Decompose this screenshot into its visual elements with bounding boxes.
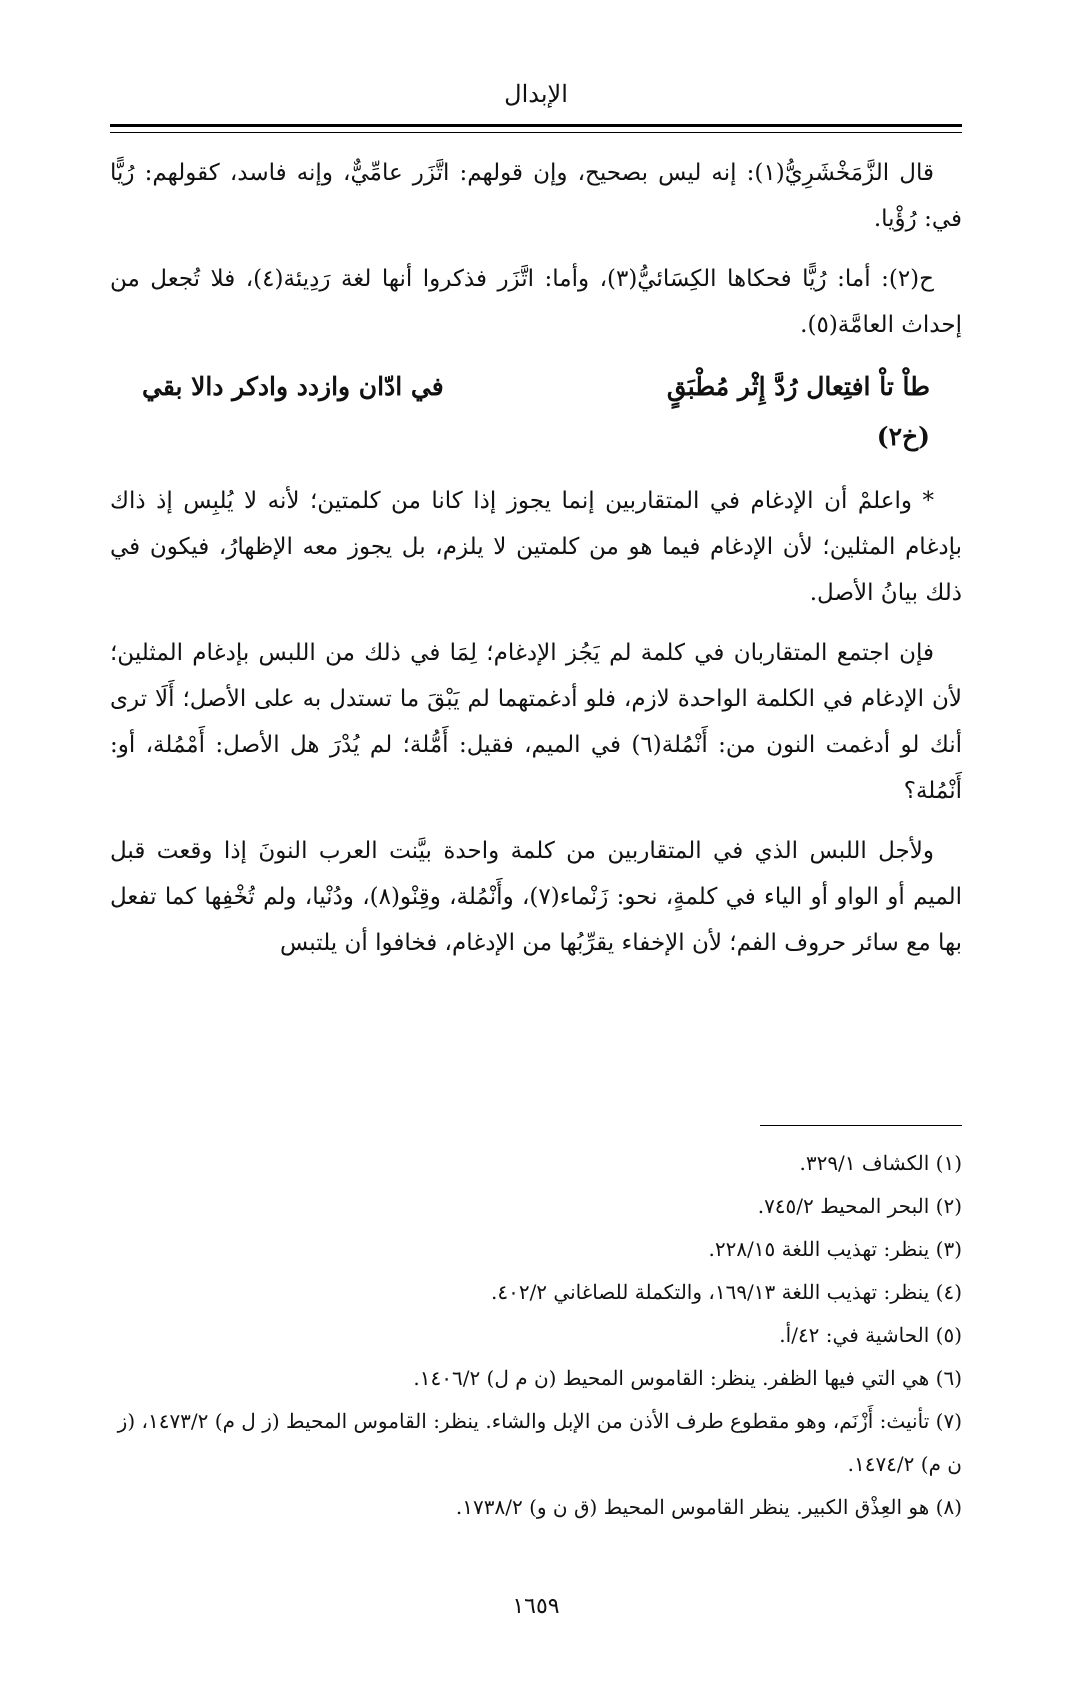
verse-second-hemistich: في ادّان وازدد وادكر دالا بقي bbox=[142, 372, 444, 401]
verse-reference: (خ٢) bbox=[876, 422, 930, 451]
footnotes bbox=[110, 1142, 962, 1529]
header-rule-thick bbox=[110, 124, 962, 127]
footnote-2: (٢) البحر المحيط ٧٤٥/٢. bbox=[757, 1194, 962, 1218]
header-rule-thin bbox=[110, 132, 962, 133]
poem-verse bbox=[110, 362, 962, 412]
verse-first-hemistich: طاْ تاْ افتِعال رُدَّ إِثْر مُطْبَقٍ bbox=[666, 372, 930, 401]
footnote-8: (٨) هو العِذْق الكبير. ينظر القاموس المحيط (ق ن و) ١٧٣٨/٢. bbox=[455, 1495, 962, 1519]
footnote-separator bbox=[760, 1125, 962, 1126]
page-number: ١٦٥٩ bbox=[512, 1594, 560, 1619]
paragraph-single-word: فإن اجتمع المتقاربان في كلمة لم يَجُز الإدغام؛ لِمَا في ذلك من اللبس بإدغام المثلين؛ لأن الإدغام في الكلمة الواحدة لازم، فلو أدغمتهما لم يَبْقَ ما تستدل به على الأصل؛ أَلَا ترى أنك لو أدغمت النون من: أَنْمُلة(٦) في الميم، فقيل: أَمُّلة؛ لم يُدْرَ هل الأصل: أَمْمُلة، أو: أَنْمُلة؟ bbox=[110, 640, 963, 804]
footnote-7: (٧) تأنيث: أَزْنَم، وهو مقطوع طرف الأذن من الإبل والشاء. ينظر: القاموس المحيط (ز ل م) ١٤٧٣/٢، (ز ن م) ١٤٧٤/٢. bbox=[117, 1409, 962, 1476]
footnote-5: (٥) الحاشية في: ٤٢/أ. bbox=[779, 1323, 962, 1347]
paragraph-hashiya: ح(٢): أما: رُيًّا فحكاها الكِسَائيُّ(٣)، وأما: اتَّزَر فذكروا أنها لغة رَدِيئة(٤)، فلا تُجعل من إحداث العامَّة(٥). bbox=[110, 266, 962, 338]
main-text bbox=[110, 150, 962, 980]
footnote-1: (١) الكشاف ٣٢٩/١. bbox=[799, 1151, 962, 1175]
footnote-4: (٤) ينظر: تهذيب اللغة ١٦٩/١٣، والتكملة للصاغاني ٤٠٢/٢. bbox=[490, 1280, 962, 1304]
running-header-title: الإبدال bbox=[504, 80, 568, 108]
paragraph-nun-clarification: ولأجل اللبس الذي في المتقاربين من كلمة واحدة بيَّنت العرب النونَ إذا وقعت قبل الميم أو الواو أو الياء في كلمةٍ، نحو: زَنْماء(٧)، وأَنْمُلة، وقِنْو(٨)، ودُنْيا، ولم تُخْفِها كما تفعل بها مع سائر حروف الفم؛ لأن الإخفاء يقرِّبُها من الإدغام، فخافوا أن يلتبس bbox=[110, 838, 963, 956]
paragraph-zamakhshari: قال الزَّمَخْشَرِيُّ(١): إنه ليس بصحيح، وإن قولهم: اتَّزَر عامِّيٌّ، وإنه فاسد، كقولهم: رُيًّا في: رُؤْيا. bbox=[110, 160, 962, 232]
footnote-6: (٦) هي التي فيها الظفر. ينظر: القاموس المحيط (ن م ل) ١٤٠٦/٢. bbox=[413, 1366, 962, 1390]
paragraph-idgham-rule: * واعلمْ أن الإدغام في المتقاربين إنما يجوز إذا كانا من كلمتين؛ لأنه لا يُلبِس إذ ذاك بإدغام المثلين؛ لأن الإدغام فيما هو من كلمتين لا يلزم، بل يجوز معه الإظهارُ، فيكون في ذلك بيانُ الأصل. bbox=[110, 488, 962, 606]
footnote-3: (٣) ينظر: تهذيب اللغة ٢٢٨/١٥. bbox=[708, 1237, 962, 1261]
